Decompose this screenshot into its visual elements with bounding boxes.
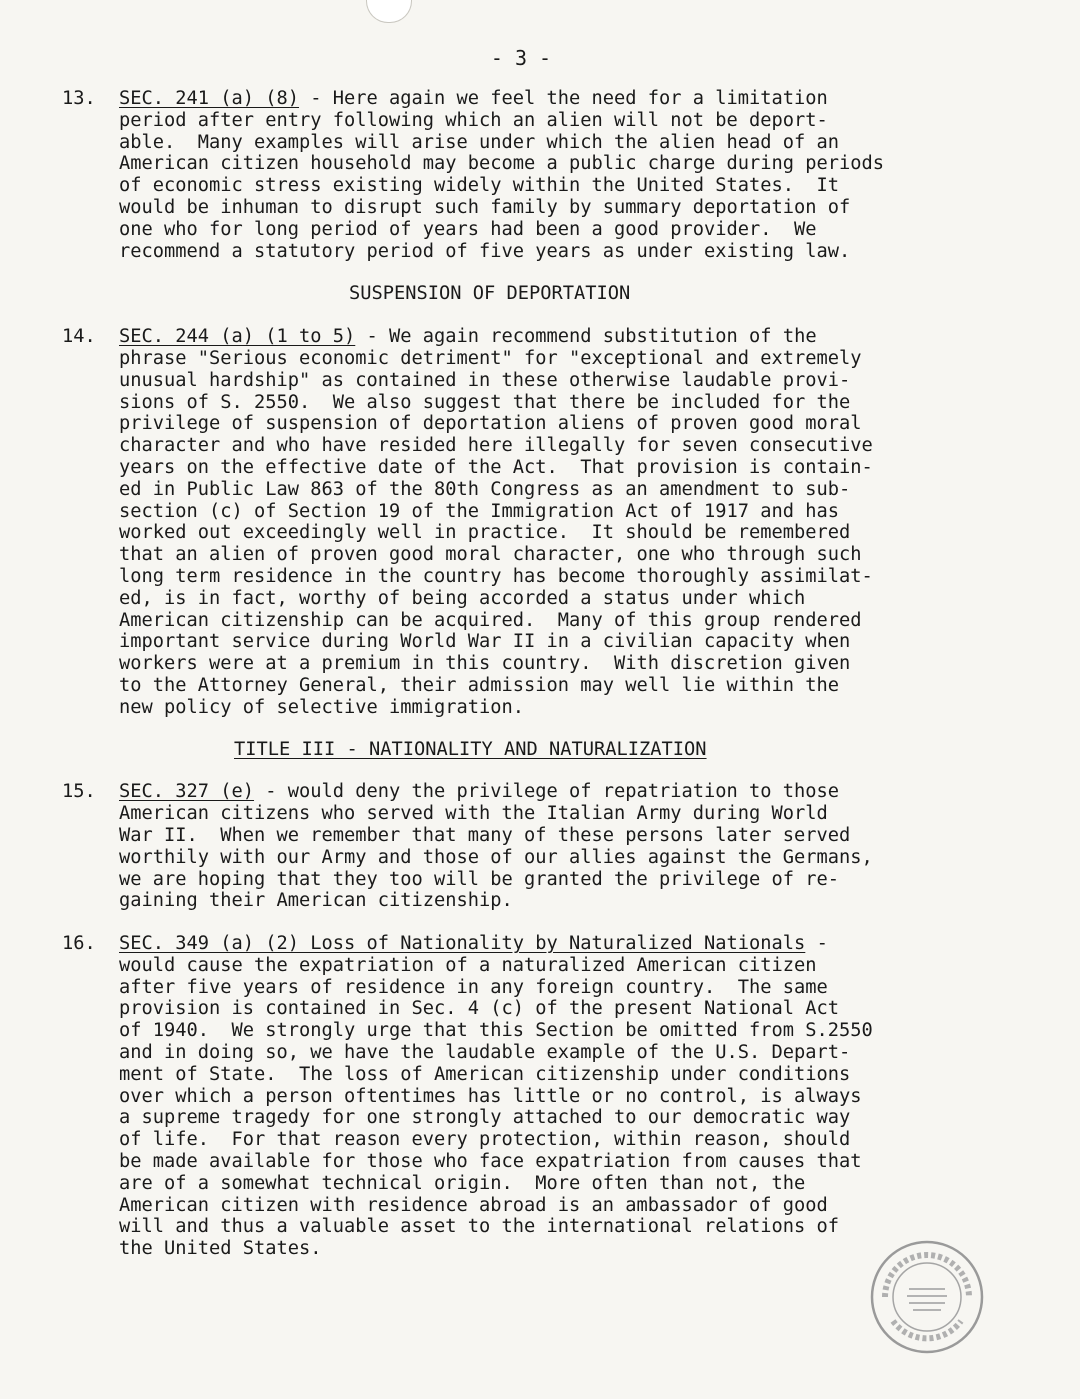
heading-suspension-of-deportation: SUSPENSION OF DEPORTATION [349,283,631,305]
text-line: over which a person oftentimes has little or no control, is always [119,1085,862,1107]
item-body [119,933,1022,1260]
section-15 [62,781,1022,912]
text-line: long term residence in the country has become thoroughly assimilat- [119,565,873,587]
text-line: workers were at a premium in this country. With discretion given [119,653,851,675]
text-line: American citizens who served with the Italian Army during World [119,803,828,825]
text-line: unusual hardship" as contained in these otherwise laudable provi- [119,369,851,391]
text-line: worked out exceedingly well in practice. It should be remembered [119,522,851,544]
item-body [119,781,1022,912]
library-seal-stamp [869,1239,985,1355]
text-line: phrase "Serious economic detriment" for "exceptional and extremely [119,347,862,369]
text-line: ed, is in fact, worthy of being accorded a status under which [119,587,806,609]
text-line: War II. When we remember that many of these persons later served [119,824,851,846]
heading-title-iii: TITLE III - NATIONALITY AND NATURALIZATION [234,738,707,760]
text-line: a supreme tragedy for one strongly attached to our democratic way [119,1107,851,1129]
text-line: American citizen household may become a public charge during periods [119,153,885,175]
text-line: worthily with our Army and those of our allies against the Germans, [119,846,873,868]
text-line: - [805,933,828,955]
text-line: - would deny the privilege of repatriation to those [254,781,840,803]
text-line: character and who have resided here illegally for seven consecutive [119,435,873,457]
text-line: we are hoping that they too will be granted the privilege of re- [119,868,840,890]
text-line: American citizen with residence abroad is an ambassador of good [119,1194,828,1216]
section-reference: SEC. 241 (a) (8) [119,88,300,109]
text-line: years on the effective date of the Act. That provision is contain- [119,456,873,478]
text-line: ed in Public Law 863 of the 80th Congress as an amendment to sub- [119,478,851,500]
text-line: new policy of selective immigration. [119,696,525,718]
text-line: of 1940. We strongly urge that this Section be omitted from S.2550 [119,1020,873,1042]
seal-icon [869,1239,985,1355]
item-body [119,88,1022,262]
text-line: of economic stress existing widely within the United States. It [119,175,840,197]
text-line: important service during World War II in a civilian capacity when [119,631,851,653]
text-line: recommend a statutory period of five years as under existing law. [119,240,851,262]
text-line: are of a somewhat technical origin. More often than not, the [119,1172,806,1194]
item-number: 16. [62,933,96,955]
section-14 [62,326,1022,718]
text-line: will and thus a valuable asset to the international relations of [119,1216,840,1238]
text-line: and in doing so, we have the laudable example of the U.S. Depart- [119,1042,851,1064]
text-line: American citizenship can be acquired. Many of this group rendered [119,609,862,631]
text-line: section (c) of Section 19 of the Immigration Act of 1917 and has [119,500,840,522]
text-line: of life. For that reason every protection, within reason, should [119,1129,851,1151]
punch-hole [366,0,412,23]
document-body [62,88,1022,1260]
text-line: privilege of suspension of deportation aliens of proven good moral [119,413,862,435]
text-line: the United States. [119,1238,322,1260]
section-reference: SEC. 327 (e) [119,781,255,803]
section-16 [62,933,1022,1260]
item-number: 13. [62,88,96,109]
text-line: sions of S. 2550. We also suggest that there be included for the [119,391,851,413]
text-line: would cause the expatriation of a naturalized American citizen [119,954,817,976]
section-reference: SEC. 349 (a) (2) Loss of Nationality by Naturalized Nationals [119,933,806,955]
item-number: 14. [62,326,96,348]
text-line: able. Many examples will arise under which the alien head of an [119,131,840,153]
text-line: be made available for those who face expatriation from causes that [119,1151,862,1173]
section-13 [62,88,1022,262]
page-number: - 3 - [490,46,552,70]
text-line: provision is contained in Sec. 4 (c) of the present National Act [119,998,840,1020]
text-line: gaining their American citizenship. [119,890,513,912]
item-number: 15. [62,781,96,803]
text-line: ment of State. The loss of American citizenship under conditions [119,1063,851,1085]
section-reference: SEC. 244 (a) (1 to 5) [119,326,356,348]
text-line: after five years of residence in any foreign country. The same [119,976,828,998]
text-line: period after entry following which an alien will not be deport- [119,109,828,131]
item-body [119,326,1022,718]
text-line: one who for long period of years had been a good provider. We [119,218,817,240]
text-line: to the Attorney General, their admission may well lie within the [119,674,840,696]
text-line: - Here again we feel the need for a limitation [299,88,828,109]
text-line: would be inhuman to disrupt such family by summary deportation of [119,196,851,218]
text-line: - We again recommend substitution of the [355,326,817,348]
text-line: that an alien of proven good moral character, one who through such [119,544,862,566]
